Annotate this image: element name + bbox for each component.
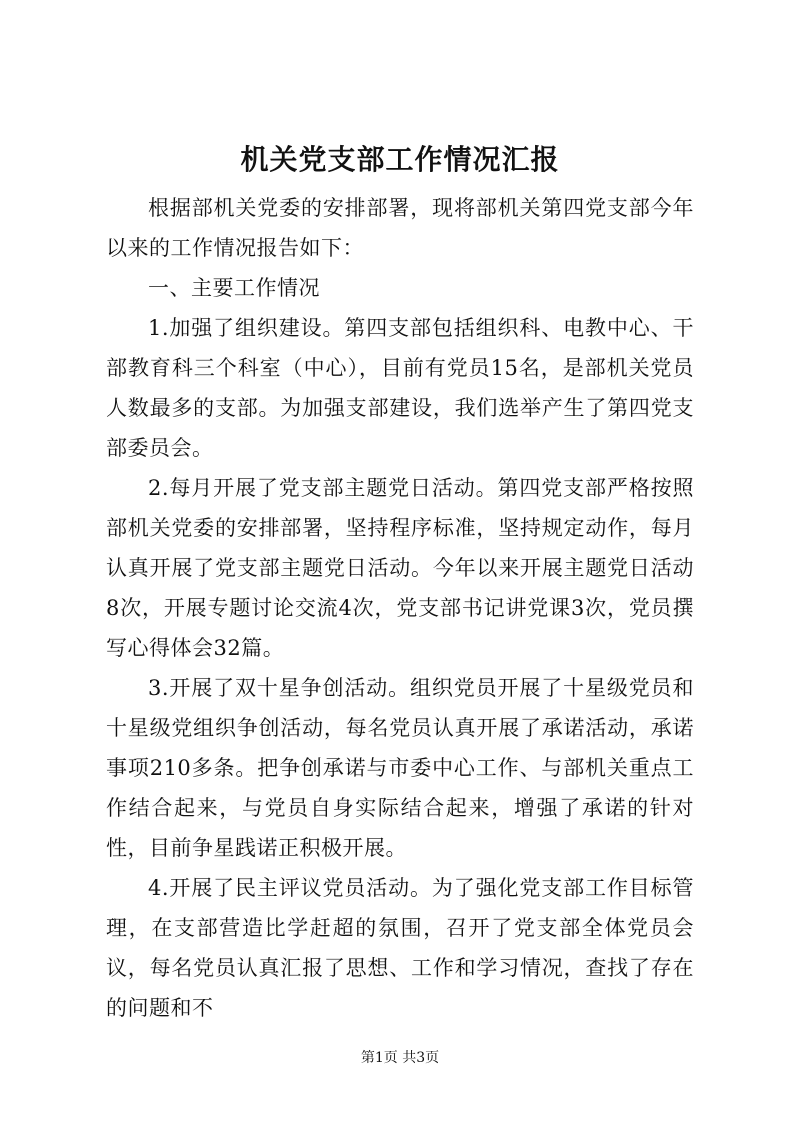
document-body xyxy=(106,188,694,1028)
paragraph-item-4: 4.开展了民主评议党员活动。为了强化党支部工作目标管理，在支部营造比学赶超的氛围，召开了党支部全体党员会议，每名党员认真汇报了思想、工作和学习情况，查找了存在的问题和不 xyxy=(106,876,694,1020)
paragraph-item-2: 2.每月开展了党支部主题党日活动。第四党支部严格按照部机关党委的安排部署，坚持程序标准，坚持规定动作，每月认真开展了党支部主题党日活动。今年以来开展主题党日活动8次，开展专题讨论交流4次，党支部书记讲党课3次，党员撰写心得体会32篇。 xyxy=(106,476,694,660)
paragraph-intro: 根据部机关党委的安排部署，现将部机关第四党支部今年以来的工作情况报告如下： xyxy=(106,196,694,260)
section-heading-main-work: 一、主要工作情况 xyxy=(148,276,320,300)
paragraph-item-1: 1.加强了组织建设。第四支部包括组织科、电教中心、干部教育科三个科室（中心），目前有党员15名，是部机关党员人数最多的支部。为加强支部建设，我们选举产生了第四党支部委员会。 xyxy=(106,316,694,460)
page-number-footer: 第1页 共3页 xyxy=(360,1050,440,1066)
paragraph-item-3: 3.开展了双十星争创活动。组织党员开展了十星级党员和十星级党组织争创活动，每名党员认真开展了承诺活动，承诺事项210多条。把争创承诺与市委中心工作、与部机关重点工作结合起来，与党员自身实际结合起来，增强了承诺的针对性，目前争星践诺正积极开展。 xyxy=(106,676,694,860)
document-title: 机关党支部工作情况汇报 xyxy=(240,143,560,176)
